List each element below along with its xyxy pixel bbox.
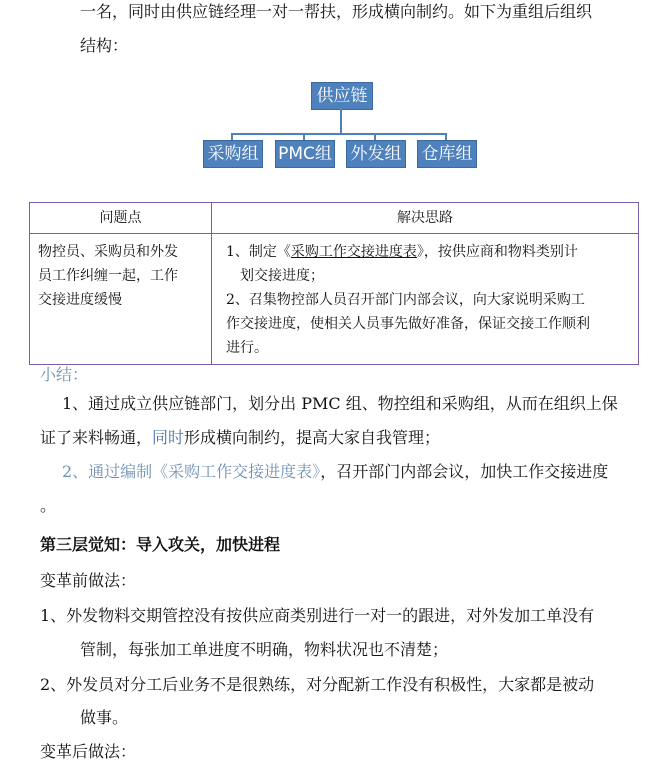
solution-form-name: 采购工作交接进度表 xyxy=(290,244,417,260)
problem-cell xyxy=(30,234,212,365)
solution-text: 1、制定《 xyxy=(226,244,291,260)
summary-title: 小结： xyxy=(40,365,89,384)
org-connector-horizontal xyxy=(231,133,446,135)
summary-text: 证了来料畅通， xyxy=(40,428,153,447)
summary-point-2 xyxy=(62,462,608,482)
summary-text: 形成横向制约，提高大家自我管理； xyxy=(184,428,441,447)
solution-text: 》，按供应商和物料类别计 xyxy=(416,244,578,260)
summary-point-1-cont xyxy=(40,428,440,448)
summary-point-2-end: 。 xyxy=(40,496,57,515)
section-heading: 第三层觉知：导入攻关，加快进程 xyxy=(40,535,281,554)
header-solution: 解决思路 xyxy=(212,203,639,234)
summary-text-muted: 2、通过编制《采购工作交接进度表》 xyxy=(62,462,321,481)
before-item-2-cont: 做事。 xyxy=(80,708,129,727)
after-label: 变革后做法： xyxy=(40,742,137,761)
summary-point-1: 1、通过成立供应链部门，划分出 PMC 组、物控组和采购组，从而在组织上保 xyxy=(62,394,618,413)
summary-text: ，召开部门内部会议，加快工作交接进度 xyxy=(320,462,609,481)
table-row xyxy=(30,234,639,365)
solution-item-1 xyxy=(226,240,630,264)
intro-line-1: 一名，同时由供应链经理一对一帮扶，形成横向制约。如下为重组后组织 xyxy=(80,2,593,21)
problem-line: 物控员、采购员和外发 xyxy=(38,244,178,260)
intro-line-2: 结构： xyxy=(80,36,129,55)
org-child-warehouse: 仓库组 xyxy=(417,140,477,168)
solution-item-2-cont: 作交接进度，使相关人员事先做好准备，保证交接工作顺利 xyxy=(226,316,590,332)
org-child-outsourcing: 外发组 xyxy=(346,140,406,168)
before-item-1-cont: 管制，每张加工单进度不明确，物料状况也不清楚； xyxy=(80,640,449,659)
before-item-2: 2、外发员对分工后业务不是很熟练，对分配新工作没有积极性，大家都是被动 xyxy=(40,675,595,694)
header-problem: 问题点 xyxy=(30,203,212,234)
summary-text-highlight: 同时 xyxy=(152,428,185,447)
before-label: 变革前做法： xyxy=(40,571,137,590)
solution-cell xyxy=(212,234,639,365)
org-connector-vertical xyxy=(340,109,342,134)
org-child-pmc: PMC组 xyxy=(275,140,335,168)
table-header-row xyxy=(30,203,639,234)
solution-item-2: 2、召集物控部人员召开部门内部会议，向大家说明采购工 xyxy=(226,292,585,308)
org-child-procurement: 采购组 xyxy=(203,140,263,168)
org-root-box: 供应链 xyxy=(311,82,373,110)
solution-item-2-end: 进行。 xyxy=(226,340,268,356)
problem-solution-table xyxy=(29,202,639,365)
solution-item-1-cont: 划交接进度； xyxy=(240,268,324,284)
before-item-1: 1、外发物料交期管控没有按供应商类别进行一对一的跟进，对外发加工单没有 xyxy=(40,606,595,625)
problem-line: 员工作纠缠一起，工作 xyxy=(38,268,178,284)
problem-line: 交接进度缓慢 xyxy=(38,292,122,308)
